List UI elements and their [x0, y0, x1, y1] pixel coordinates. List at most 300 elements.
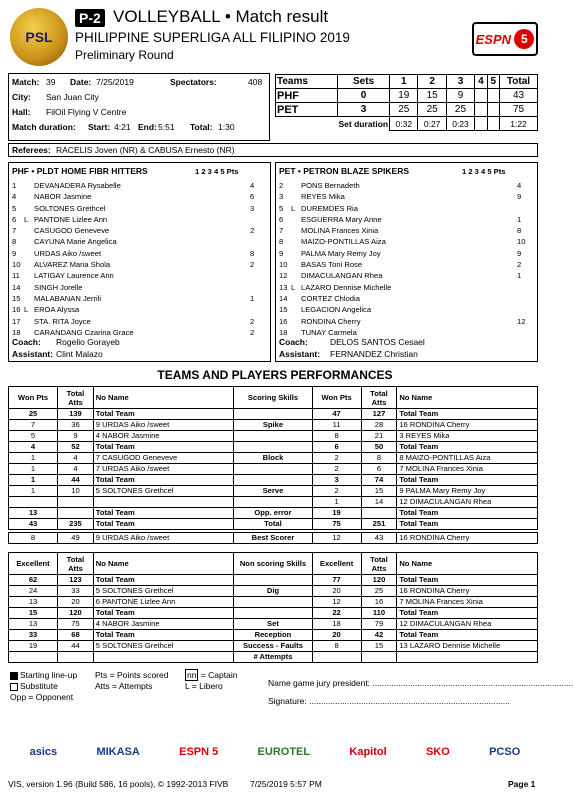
table-cell: 44	[58, 475, 94, 486]
player-name: DIMACULANGAN Rhea	[301, 271, 383, 281]
player-name: LEGACION Angelica	[301, 305, 372, 315]
table-cell: 1	[9, 453, 58, 464]
player-points: 2	[250, 327, 255, 337]
table-cell: 8	[361, 453, 397, 464]
dur-total: 1:22	[500, 117, 538, 131]
total-time: 1:30	[218, 122, 235, 132]
table-cell: 20	[312, 586, 361, 597]
table-cell: 16	[361, 597, 397, 608]
table-cell: 19	[312, 508, 361, 519]
dur1: 0:32	[390, 117, 418, 131]
table-cell: 18	[312, 619, 361, 630]
coach-b-label: Coach:	[279, 337, 308, 347]
table-row	[9, 475, 538, 486]
table-cell: 12	[312, 533, 361, 544]
table-cell: 47	[312, 409, 361, 420]
asst-b-label: Assistant:	[279, 349, 321, 359]
sig-label: Signature:	[268, 696, 307, 706]
team1-total: 43	[500, 89, 538, 103]
team2-total: 75	[500, 103, 538, 117]
table-cell: 4	[58, 464, 94, 475]
player-name: PANTONE Lizlee Ann	[34, 214, 108, 224]
table-row	[9, 652, 538, 663]
table-cell: 24	[9, 586, 58, 597]
start-time: 4:21	[114, 122, 131, 132]
roster-row	[12, 180, 268, 191]
h-total: Total	[500, 75, 538, 89]
table-row	[9, 409, 538, 420]
sponsor-logo: asics	[29, 746, 58, 758]
table-cell: 120	[58, 608, 94, 619]
player-number: 10	[279, 260, 288, 270]
dur3: 0:23	[446, 117, 474, 131]
table-cell: 16 RONDINA Cherry	[397, 586, 538, 597]
legend-atts: Atts = Attempts	[95, 681, 153, 691]
sponsor-logo: ESPN 5	[179, 746, 219, 758]
table-row	[9, 630, 538, 641]
table-cell: # Attempts	[234, 652, 312, 663]
p2-badge: P-2	[75, 9, 105, 27]
player-name: SOLTONES Grethcel	[34, 203, 106, 213]
table-cell: 20	[312, 630, 361, 641]
table-cell: 2	[312, 486, 361, 497]
table-cell: Success - Faults	[234, 641, 312, 652]
player-number: 8	[12, 237, 17, 247]
player-name: MALABANAN Jerrili	[34, 293, 102, 303]
team2-set1: 25	[390, 103, 418, 117]
table-cell: Total Team	[93, 575, 234, 586]
table-cell: 49	[58, 533, 94, 544]
jury-president	[268, 678, 573, 689]
sponsor-logo: PCSO	[489, 746, 521, 758]
table-cell: 15	[361, 641, 397, 652]
table-cell: 15	[361, 486, 397, 497]
league-name: PHILIPPINE SUPERLIGA ALL FILIPINO 2019	[75, 30, 350, 45]
table-cell: 28	[361, 420, 397, 431]
h-set3: 3	[446, 75, 474, 89]
table-cell: 3	[312, 475, 361, 486]
table-cell: 123	[58, 575, 94, 586]
team-b-roster	[279, 180, 535, 338]
roster-row	[279, 203, 535, 214]
player-number: 1	[12, 181, 17, 190]
captain-box: nn	[187, 670, 197, 680]
player-number: 16	[279, 316, 288, 326]
match-no: 39	[46, 77, 56, 87]
table-cell: 16 RONDINA Cherry	[397, 420, 538, 431]
end-time: 5:51	[158, 122, 175, 132]
legend-l1: Starting line-up	[20, 670, 78, 680]
sig-dots: .....................................................................................	[309, 696, 510, 706]
team1-set2: 15	[418, 89, 446, 103]
filled-square-icon	[10, 672, 18, 680]
player-points: 2	[250, 260, 255, 270]
spectators-label: Spectators:	[170, 77, 217, 87]
table-cell: 13 LAZARO Dennise Michelle	[397, 641, 538, 652]
logo-text: PSL	[25, 29, 53, 45]
table-cell: 11	[312, 420, 361, 431]
table-cell	[234, 597, 312, 608]
table-row	[9, 464, 538, 475]
roster-row	[12, 259, 268, 270]
table-cell	[234, 608, 312, 619]
table-cell: 7 URDAS Aiko /sweet	[93, 464, 234, 475]
coach-a-label: Coach:	[12, 337, 41, 347]
table-cell: 5	[9, 431, 58, 442]
legend-pts: Pts = Points scored	[95, 670, 169, 680]
match-date: 7/25/2019	[96, 77, 134, 87]
table-cell: 13	[9, 597, 58, 608]
table-cell: 6 PANTONE Lizlee Ann	[93, 597, 234, 608]
col-header: Total Atts	[361, 553, 397, 575]
player-points: 1	[517, 214, 522, 224]
table-cell: 7 CASUGOD Geneveve	[93, 453, 234, 464]
table-cell: 7 MOLINA Frances Xinia	[397, 597, 538, 608]
table-cell: 8 MAIZO-PONTILLAS Aiza	[397, 453, 538, 464]
player-name: STA. RITA Joyce	[34, 316, 91, 326]
table-cell: 4	[9, 442, 58, 453]
psl-logo	[10, 8, 68, 66]
start-label: Start:	[88, 122, 111, 132]
team2-set5	[487, 103, 499, 117]
table-row	[9, 420, 538, 431]
table-row	[9, 519, 538, 530]
player-name: BASAS Toni Rose	[301, 260, 363, 270]
empty-square-icon	[10, 683, 18, 691]
player-number: 10	[12, 260, 21, 270]
table-cell: 9	[58, 431, 94, 442]
player-number: 16	[12, 305, 21, 315]
table-row	[9, 453, 538, 464]
table-cell: 7 MOLINA Frances Xinia	[397, 464, 538, 475]
footer-date: 7/25/2019 5:57 PM	[250, 779, 322, 789]
table-cell: Total Team	[397, 409, 538, 420]
roster-row	[12, 293, 268, 304]
h-set4: 4	[475, 75, 487, 89]
table-cell: 9 PALMA Mary Remy Joy	[397, 486, 538, 497]
table-row	[9, 486, 538, 497]
player-number: 7	[12, 226, 17, 236]
player-number: 6	[12, 214, 17, 224]
player-name: PALMA Mary Remy Joy	[301, 248, 381, 258]
player-name: REYES Mika	[301, 192, 345, 202]
table-cell: Block	[234, 453, 312, 464]
roster-row	[12, 191, 268, 202]
player-name: LATIGAY Laurence Ann	[34, 271, 114, 281]
table-cell: Spike	[234, 420, 312, 431]
player-number: 12	[279, 271, 288, 281]
player-points: 1	[250, 293, 255, 303]
table-row	[9, 508, 538, 519]
player-number: 18	[279, 327, 288, 337]
table-cell: 251	[361, 519, 397, 530]
sponsor-logo: SKO	[425, 746, 450, 758]
table-cell	[234, 442, 312, 453]
roster-row	[279, 236, 535, 247]
table-cell: 12	[312, 597, 361, 608]
table-cell	[234, 409, 312, 420]
table-cell: Total	[234, 519, 312, 530]
player-points: 8	[517, 226, 522, 236]
roster-row	[279, 293, 535, 304]
table-row	[9, 619, 538, 630]
player-number: 14	[12, 282, 21, 292]
table-cell: 9 URDAS Aiko /sweet	[93, 420, 234, 431]
table-cell: 110	[361, 608, 397, 619]
table-cell: 25	[9, 409, 58, 420]
roster-row	[279, 214, 535, 225]
coach-a: Rogelio Gorayeb	[56, 337, 120, 347]
table-cell	[58, 652, 94, 663]
table-cell: 19	[9, 641, 58, 652]
table-cell: 1	[9, 475, 58, 486]
roster-row	[12, 316, 268, 327]
table-cell: 62	[9, 575, 58, 586]
table-cell	[234, 475, 312, 486]
col-header: Total Atts	[58, 553, 94, 575]
asst-a-label: Assistant:	[12, 349, 54, 359]
table-cell: 4 NABOR Jasmine	[93, 431, 234, 442]
team-b-name: PET • PETRON BLAZE SPIKERS	[279, 166, 410, 176]
team1-set1: 19	[390, 89, 418, 103]
table-cell: 79	[361, 619, 397, 630]
team1-set4	[475, 89, 487, 103]
player-name: CASUGOD Geneveve	[34, 226, 110, 236]
table-cell	[234, 431, 312, 442]
page-title: VOLLEYBALL • Match result	[113, 7, 329, 26]
referees-names: RACELIS Joven (NR) & CABUSA Ernesto (NR)	[56, 145, 235, 155]
table-cell: 33	[9, 630, 58, 641]
dur2: 0:27	[418, 117, 446, 131]
h-teams: Teams	[276, 75, 338, 89]
table-cell: 4 NABOR Jasmine	[93, 619, 234, 630]
table-cell: 44	[58, 641, 94, 652]
table-cell	[361, 652, 397, 663]
col-header: Total Atts	[361, 387, 397, 409]
player-name: CAYUNA Marie Angelica	[34, 237, 117, 247]
table-cell: 36	[58, 420, 94, 431]
scoring-table	[8, 386, 538, 530]
player-points: 6	[250, 192, 255, 202]
h-set5: 5	[487, 75, 499, 89]
table-cell: Total Team	[397, 575, 538, 586]
roster-row	[279, 225, 535, 236]
player-name: EROA Alyssa	[34, 305, 80, 315]
player-name: SINGH Jorelle	[34, 282, 83, 292]
player-number: 2	[279, 181, 284, 190]
player-name: CORTEZ Chlodia	[301, 293, 360, 303]
spectators: 408	[248, 77, 263, 87]
table-cell: 43	[9, 519, 58, 530]
team-b-cols: 1 2 3 4 5 Pts	[462, 167, 506, 176]
table-cell: Total Team	[93, 630, 234, 641]
player-number: 13	[279, 282, 288, 292]
hall: FilOil Flying V Centre	[46, 107, 127, 117]
roster-row	[279, 282, 535, 293]
player-number: 5	[279, 203, 284, 213]
player-number: 17	[12, 316, 21, 326]
table-cell: 21	[361, 431, 397, 442]
table-cell: 43	[361, 533, 397, 544]
table-cell	[9, 652, 58, 663]
end-label: End:	[138, 122, 157, 132]
player-number: 9	[279, 248, 284, 258]
player-number: 6	[279, 214, 284, 224]
roster-row	[279, 248, 535, 259]
table-cell: 139	[58, 409, 94, 420]
table-cell: 20	[58, 597, 94, 608]
table-cell: 8	[312, 431, 361, 442]
player-name: LAZARO Dennise Michelle	[301, 282, 392, 292]
col-header: Excellent	[9, 553, 58, 575]
roster-row	[12, 270, 268, 281]
team-a-cols: 1 2 3 4 5 Pts	[195, 167, 239, 176]
team2-set3: 25	[446, 103, 474, 117]
table-cell: 4	[58, 453, 94, 464]
table-cell	[397, 652, 538, 663]
table-cell: 6	[312, 442, 361, 453]
city-label: City:	[12, 92, 31, 102]
legend-l2: Substitute	[20, 681, 58, 691]
player-name: CARANDANG Czarina Grace	[34, 327, 134, 337]
col-header: Excellent	[312, 553, 361, 575]
roster-row	[279, 270, 535, 281]
player-points: 4	[250, 181, 255, 190]
player-name: RONDINA Cherry	[301, 316, 361, 326]
table-cell: 3 REYES Mika	[397, 431, 538, 442]
player-points: 4	[517, 181, 522, 190]
roster-row	[279, 304, 535, 315]
table-cell: 1	[312, 497, 361, 508]
player-points: 8	[250, 248, 255, 258]
player-number: 14	[279, 293, 288, 303]
col-header: No Name	[93, 387, 234, 409]
roster-row	[279, 191, 535, 202]
team1-set5	[487, 89, 499, 103]
hall-label: Hall:	[12, 107, 31, 117]
asst-b: FERNANDEZ Christian	[330, 349, 418, 359]
player-name: URDAS Aiko /sweet	[34, 248, 102, 258]
table-cell: Set	[234, 619, 312, 630]
player-points: 9	[517, 192, 522, 202]
table-cell: Total Team	[397, 630, 538, 641]
table-cell: 16 RONDINA Cherry	[397, 533, 538, 544]
espn-text: ESPN	[475, 31, 512, 47]
legend-substitute	[10, 681, 58, 692]
table-cell: 33	[58, 586, 94, 597]
table-cell: 5 SOLTONES Grethcel	[93, 641, 234, 652]
table-cell: 50	[361, 442, 397, 453]
col-header: No Name	[397, 387, 538, 409]
player-points: 9	[517, 248, 522, 258]
roster-row	[12, 248, 268, 259]
player-points: 1	[517, 271, 522, 281]
table-cell: 8	[9, 533, 58, 544]
round-name: Preliminary Round	[75, 48, 174, 62]
team2-sets: 3	[338, 103, 390, 117]
player-number: 8	[279, 237, 284, 247]
table-cell: Total Team	[93, 442, 234, 453]
table-cell: 2	[312, 464, 361, 475]
table-cell: Total Team	[397, 475, 538, 486]
table-cell: Total Team	[397, 608, 538, 619]
team1-sets: 0	[338, 89, 390, 103]
table-cell: 8	[312, 641, 361, 652]
legend-starting	[10, 670, 77, 681]
table-cell	[312, 652, 361, 663]
table-row	[9, 575, 538, 586]
table-cell	[93, 497, 234, 508]
h-set2: 2	[418, 75, 446, 89]
table-cell: 7	[9, 420, 58, 431]
table-row	[9, 608, 538, 619]
table-cell: 22	[312, 608, 361, 619]
team-a-name: PHF • PLDT HOME FIBR HITTERS	[12, 166, 148, 176]
h-set1: 1	[390, 75, 418, 89]
table-cell: 1	[9, 464, 58, 475]
col-header: Won Pts	[9, 387, 58, 409]
legend-libero: L = Libero	[185, 681, 223, 691]
espn5-logo	[472, 22, 538, 56]
team1-code: PHF	[276, 89, 338, 103]
city: San Juan City	[46, 92, 99, 102]
perf-title: TEAMS AND PLAYERS PERFORMANCES	[157, 368, 393, 382]
roster-row	[12, 203, 268, 214]
sponsor-bar	[10, 735, 540, 769]
player-name: DUREMDES Ria	[301, 203, 358, 213]
coach-b: DELOS SANTOS Cesael	[330, 337, 425, 347]
total-label: Total:	[190, 122, 213, 132]
table-cell	[361, 508, 397, 519]
team2-set2: 25	[418, 103, 446, 117]
player-points: 3	[250, 203, 255, 213]
table-row	[9, 442, 538, 453]
table-cell: 12 DIMACULANGAN Rhea	[397, 497, 538, 508]
table-cell: 13	[9, 619, 58, 630]
libero-mark: L	[24, 214, 29, 224]
table-cell: Reception	[234, 630, 312, 641]
team2-code: PET	[276, 103, 338, 117]
table-cell: Best Scorer	[234, 533, 312, 544]
team-a-roster	[12, 180, 268, 338]
col-header: Won Pts	[312, 387, 361, 409]
table-cell: Total Team	[93, 508, 234, 519]
table-cell: 25	[361, 586, 397, 597]
player-name: PONS Bernadeth	[301, 181, 360, 190]
jury-dots: .....................................................................................	[372, 678, 573, 688]
libero-mark: L	[291, 203, 296, 213]
player-name: TUNAY Carmela	[301, 327, 357, 337]
sponsor-logo: EUROTEL	[257, 746, 311, 758]
table-cell: Serve	[234, 486, 312, 497]
table-cell	[234, 497, 312, 508]
table-cell: 42	[361, 630, 397, 641]
signature	[268, 696, 510, 707]
table-cell: 1	[9, 486, 58, 497]
player-number: 15	[12, 293, 21, 303]
table-row	[9, 497, 538, 508]
table-cell: 77	[312, 575, 361, 586]
table-cell: 6	[361, 464, 397, 475]
duration-label: Match duration:	[12, 122, 76, 132]
table-cell: 12 DIMACULANGAN Rhea	[397, 619, 538, 630]
table-cell: 10	[58, 486, 94, 497]
table-cell: Total Team	[93, 409, 234, 420]
player-name: NABOR Jasmine	[34, 192, 92, 202]
player-number: 11	[12, 271, 20, 281]
referees-label: Referees:	[12, 145, 51, 155]
table-row	[9, 597, 538, 608]
